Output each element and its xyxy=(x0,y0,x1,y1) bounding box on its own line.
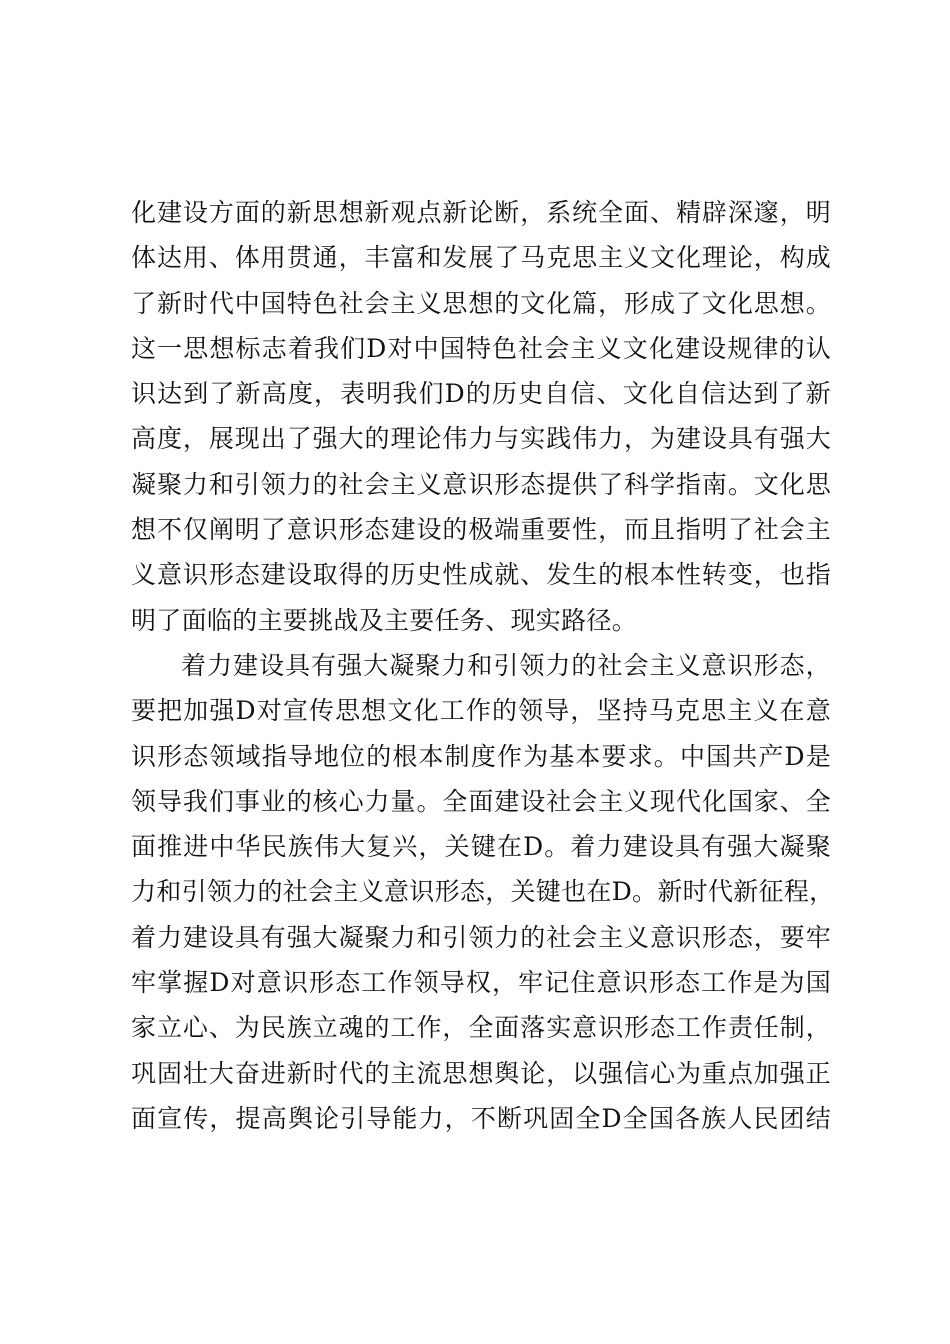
text-line: 牢掌握D对意识形态工作领导权，牢记住意识形态工作是为国 xyxy=(131,968,831,998)
paragraph-2 xyxy=(131,643,835,1141)
text-line: 家立心、为民族立魂的工作，全面落实意识形态工作责任制， xyxy=(131,1013,831,1043)
text-line: 面宣传，提高舆论引导能力，不断巩固全D全国各族人民团结 xyxy=(131,1103,831,1133)
paragraph-1 xyxy=(131,190,831,643)
text-line: 体达用、体用贯通，丰富和发展了马克思主义文化理论，构成 xyxy=(131,243,831,273)
text-line: 了新时代中国特色社会主义思想的文化篇，形成了文化思想。 xyxy=(131,288,831,318)
text-line: 巩固壮大奋进新时代的主流思想舆论，以强信心为重点加强正 xyxy=(131,1058,831,1088)
text-line: 力和引领力的社会主义意识形态，关键也在D。新时代新征程， xyxy=(131,877,835,907)
text-line: 义意识形态建设取得的历史性成就、发生的根本性转变，也指 xyxy=(131,560,831,590)
text-line: 明了面临的主要挑战及主要任务、现实路径。 xyxy=(131,605,638,635)
text-line: 高度，展现出了强大的理论伟力与实践伟力，为建设具有强大 xyxy=(131,424,831,454)
body-text xyxy=(131,190,835,1141)
text-line: 面推进中华民族伟大复兴，关键在D。着力建设具有强大凝聚 xyxy=(131,832,831,862)
text-line: 识达到了新高度，表明我们D的历史自信、文化自信达到了新 xyxy=(131,379,831,409)
text-line: 着力建设具有强大凝聚力和引领力的社会主义意识形态， xyxy=(181,650,831,680)
text-line: 领导我们事业的核心力量。全面建设社会主义现代化国家、全 xyxy=(131,786,831,816)
text-line: 识形态领域指导地位的根本制度作为基本要求。中国共产D是 xyxy=(131,741,831,771)
text-line: 凝聚力和引领力的社会主义意识形态提供了科学指南。文化思 xyxy=(131,469,831,499)
text-line: 想不仅阐明了意识形态建设的极端重要性，而且指明了社会主 xyxy=(131,515,831,545)
text-line: 着力建设具有强大凝聚力和引领力的社会主义意识形态，要牢 xyxy=(131,922,831,952)
text-line: 要把加强D对宣传思想文化工作的领导，坚持马克思主义在意 xyxy=(131,696,831,726)
text-line: 化建设方面的新思想新观点新论断，系统全面、精辟深邃，明 xyxy=(131,198,831,227)
text-line: 这一思想标志着我们D对中国特色社会主义文化建设规律的认 xyxy=(131,333,831,363)
